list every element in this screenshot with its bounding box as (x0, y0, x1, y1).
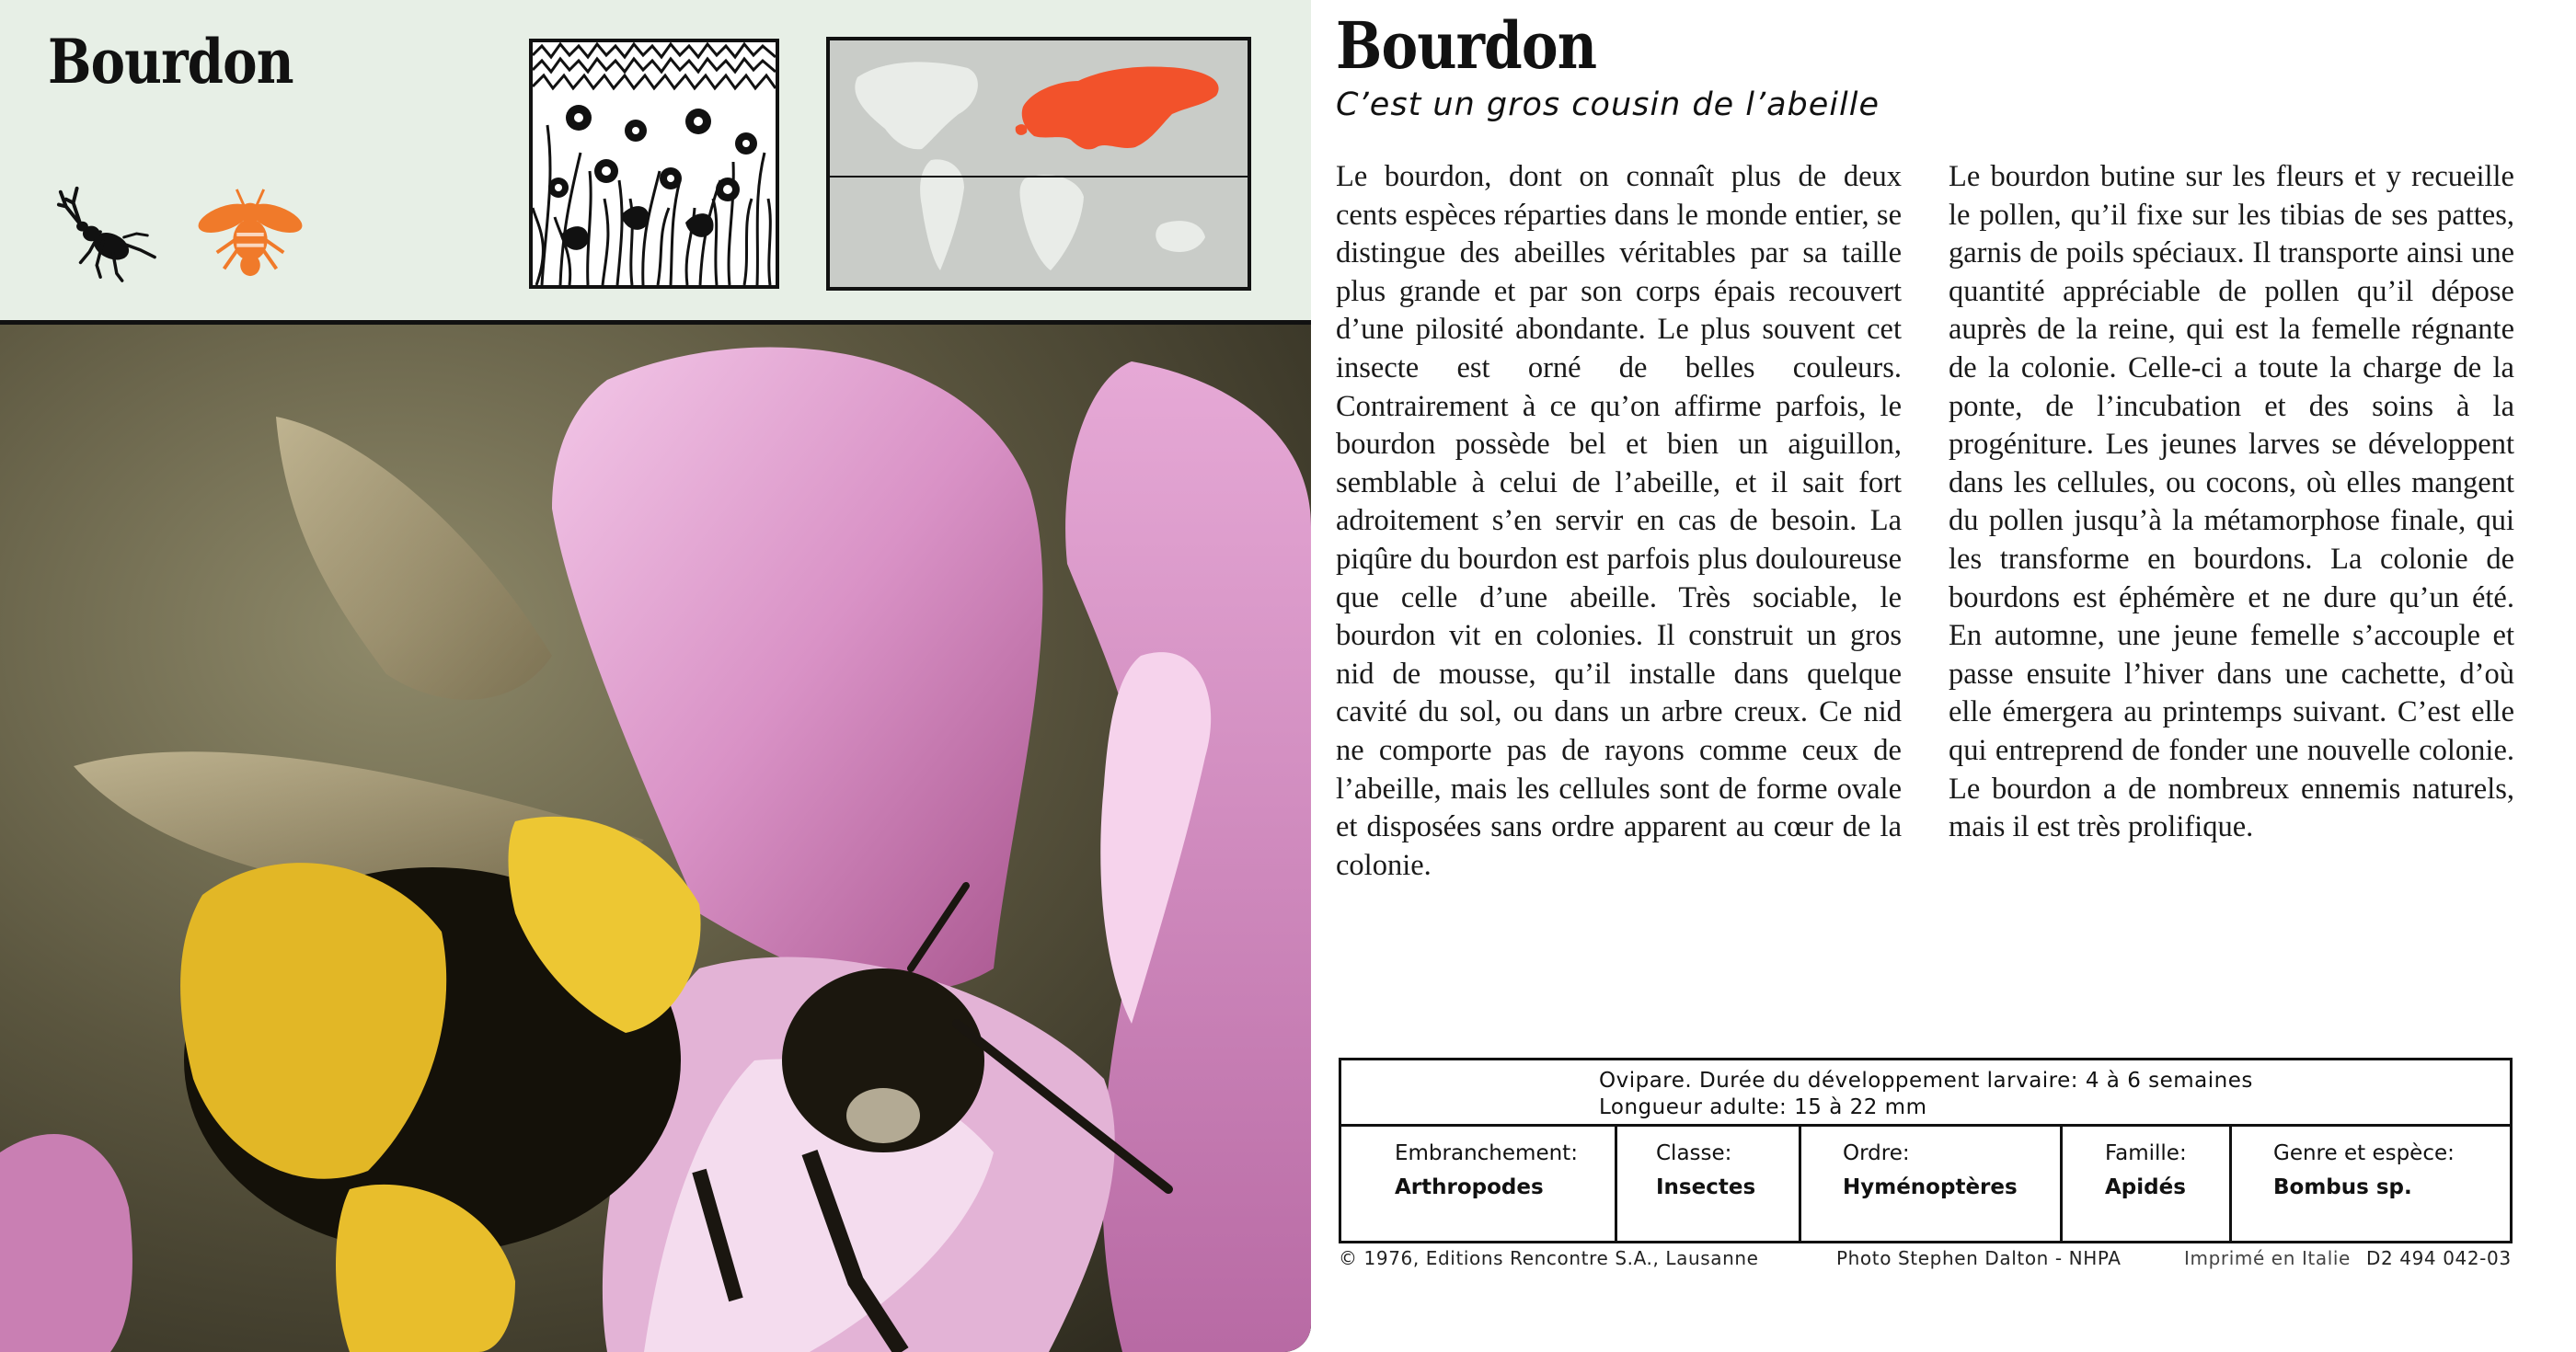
photo-credit: Photo Stephen Dalton - NHPA (1836, 1247, 2122, 1269)
left-title: Bourdon (48, 26, 293, 97)
taxonomy-cell-ordre (1801, 1127, 2063, 1241)
taxonomy-label: Ordre: (1843, 1141, 1910, 1165)
subtitle: C’est un gros cousin de l’abeille (1336, 86, 1880, 123)
taxonomy-cell-classe (1617, 1127, 1801, 1241)
habitat-meadow-icon (529, 39, 779, 289)
taxonomy-value: Hyménoptères (1843, 1175, 2018, 1199)
info-line-2: Longueur adulte: 15 à 22 mm (1599, 1095, 1927, 1119)
taxonomy-cell-embranchement (1341, 1127, 1617, 1241)
info-summary (1341, 1060, 2510, 1127)
taxonomy-label: Classe: (1656, 1141, 1732, 1165)
taxonomy-value: Apidés (2105, 1175, 2186, 1199)
text-column-1: Le bourdon, dont on connaît plus de deux cents espèces réparties dans le monde entier, se distingue des abeilles véritables par sa taille plus grande et par son corps épais recouvert d’une pilosité abondante. Le plus souvent cet insecte est orné de belles couleurs. Contrairement à ce qu’on affirme parfois, le bourdon possède bel et bien un aiguillon, semblable à celui de l’abeille, et il sait fort adroitement s’en servir en cas de besoin. La piqûre du bourdon est parfois plus douloureuse que celle d’une abeille. Très sociable, le bourdon vit en colonies. Il construit un gros nid de mousse, qu’il installe dans quelque cavité du sol, ou dans un arbre creux. Ce nid ne comporte pas de rayons comme ceux de l’abeille, mais les cellules sont de forme ovale et disposées sans ordre apparent au cœur de la colonie. (1336, 160, 1902, 882)
bee-icon (191, 186, 309, 280)
taxonomy-label: Genre et espèce: (2273, 1141, 2455, 1165)
taxonomy-cell-famille (2063, 1127, 2232, 1241)
info-box (1339, 1058, 2513, 1243)
taxonomy-label: Famille: (2105, 1141, 2187, 1165)
copyright: © 1976, Editions Rencontre S.A., Lausanne (1339, 1247, 1759, 1269)
taxonomy-value: Arthropodes (1395, 1175, 1544, 1199)
taxonomy-value: Insectes (1656, 1175, 1756, 1199)
info-line-1: Ovipare. Durée du développement larvaire: 4 à 6 semaines (1599, 1069, 2253, 1093)
bumblebee-photo (0, 325, 1311, 1352)
world-map-icon (826, 37, 1251, 291)
text-column-2: Le bourdon butine sur les fleurs et y recueille le pollen, qu’il fixe sur les tibias de ses pattes, garnis de poils spéciaux. Il transporte ainsi une quantité appréciable de pollen qu’il dépose auprès de la reine, qui est la femelle régnante de la colonie. Celle-ci a toute la charge de la ponte, de l’incubation et des soins à la progéniture. Les jeunes larves se développent dans les cellules, ou cocons, où elles mangent du pollen jusqu’à la métamorphose finale, qui les transforme en bourdons. La colonie de bourdons est éphémère et ne dure qu’un été. En automne, une jeune femelle s’accouple et passe ensuite l’hiver dans une cachette, d’où elle émergera au printemps suivant. C’est elle qui entreprend de fonder une nouvelle colonie. Le bourdon a de nombreux ennemis naturels, mais il est très prolifique. (1949, 160, 2514, 844)
printed-in: Imprimé en Italie (2184, 1247, 2351, 1269)
taxonomy-label: Embranchement: (1395, 1141, 1578, 1165)
beetle-icon (53, 179, 162, 288)
header-band (0, 0, 1311, 325)
taxonomy-value: Bombus sp. (2273, 1175, 2412, 1199)
card-code: D2 494 042-03 (2366, 1247, 2512, 1269)
taxonomy-cell-genre (2232, 1127, 2510, 1241)
right-title: Bourdon (1336, 7, 1597, 84)
